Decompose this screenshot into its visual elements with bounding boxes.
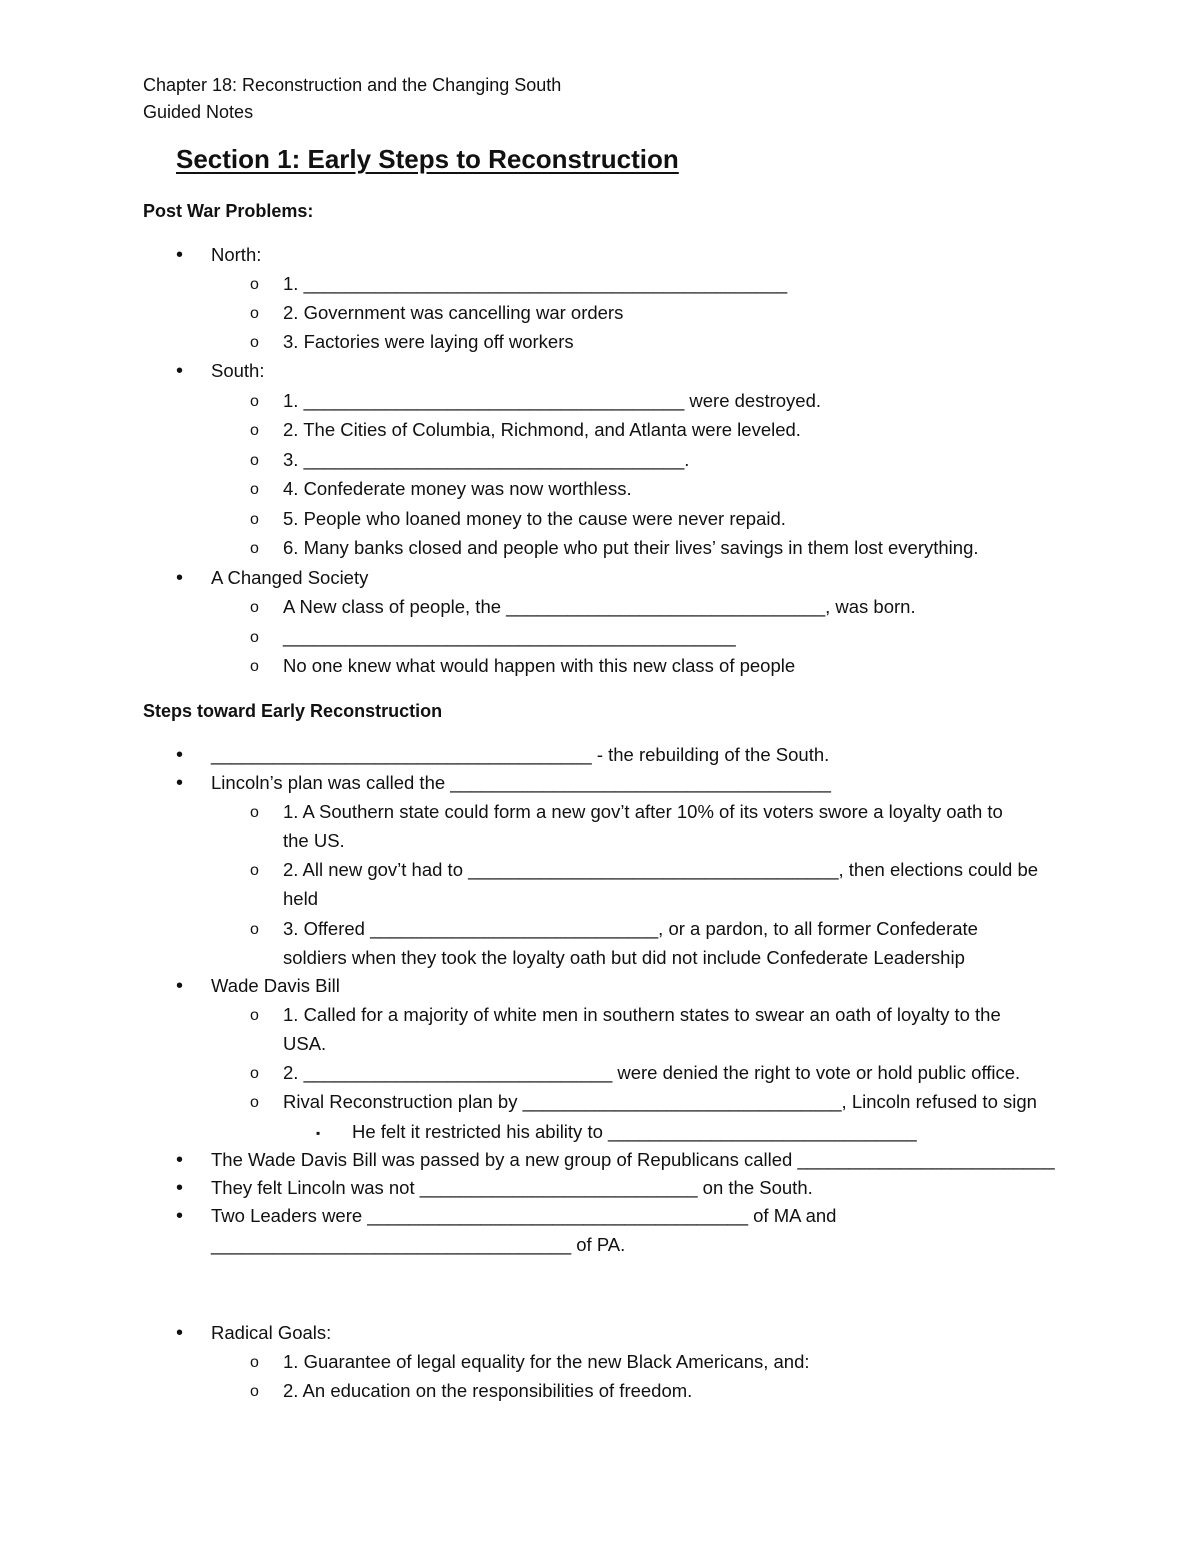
circle-marker: o bbox=[250, 334, 259, 351]
south-item: 2. The Cities of Columbia, Richmond, and Atlanta were leveled. bbox=[283, 419, 801, 440]
bullet-marker: • bbox=[176, 1177, 184, 1199]
bullet-marker: • bbox=[176, 1322, 184, 1344]
post-war-heading: Post War Problems: bbox=[143, 201, 314, 221]
society-item: No one knew what would happen with this new class of people bbox=[283, 655, 796, 676]
north-item: 1. _______________________________________________ bbox=[283, 273, 788, 294]
circle-marker: o bbox=[250, 481, 259, 498]
south-item: 4. Confederate money was now worthless. bbox=[283, 478, 632, 499]
lincoln-plan-item: 3. Offered ____________________________, or a pardon, to all former Confederate bbox=[283, 918, 978, 939]
south-label: South: bbox=[211, 360, 265, 381]
wade-davis-item: 2. ______________________________ were denied the right to vote or hold public office. bbox=[283, 1062, 1021, 1083]
circle-marker: o bbox=[250, 305, 259, 322]
circle-marker: o bbox=[250, 1383, 259, 1400]
bullet-marker: • bbox=[176, 772, 184, 794]
wade-davis-item: 1. Called for a majority of white men in southern states to swear an oath of loyalty to the bbox=[283, 1004, 1001, 1025]
south-item: 3. _____________________________________. bbox=[283, 449, 690, 470]
north-item: 2. Government was cancelling war orders bbox=[283, 302, 624, 323]
steps-item: Wade Davis Bill bbox=[211, 975, 340, 996]
lincoln-plan-item-cont: the US. bbox=[283, 830, 345, 851]
circle-marker: o bbox=[250, 629, 259, 646]
steps-heading: Steps toward Early Reconstruction bbox=[143, 701, 443, 721]
bullet-marker: • bbox=[176, 360, 184, 382]
south-item: 6. Many banks closed and people who put their lives’ savings in them lost everything. bbox=[283, 537, 979, 558]
radical-goals-label: Radical Goals: bbox=[211, 1322, 332, 1343]
header-guided-notes: Guided Notes bbox=[143, 102, 254, 122]
bullet-marker: • bbox=[176, 1149, 184, 1171]
wade-davis-item: Rival Reconstruction plan by _______________________________, Lincoln refused to sign bbox=[283, 1091, 1037, 1112]
circle-marker: o bbox=[250, 599, 259, 616]
lincoln-plan-item-cont: soldiers when they took the loyalty oath but did not include Confederate Leadership bbox=[283, 947, 965, 968]
steps-item: The Wade Davis Bill was passed by a new group of Republicans called _________________________ bbox=[211, 1149, 1055, 1170]
bullet-marker: • bbox=[176, 244, 184, 266]
steps-item: Lincoln’s plan was called the _____________________________________ bbox=[211, 772, 831, 793]
circle-marker: o bbox=[250, 1007, 259, 1024]
radical-goal-item: 1. Guarantee of legal equality for the new Black Americans, and: bbox=[283, 1351, 810, 1372]
south-item: 1. _____________________________________ were destroyed. bbox=[283, 390, 822, 411]
circle-marker: o bbox=[250, 540, 259, 557]
circle-marker: o bbox=[250, 804, 259, 821]
circle-marker: o bbox=[250, 422, 259, 439]
circle-marker: o bbox=[250, 276, 259, 293]
south-item: 5. People who loaned money to the cause were never repaid. bbox=[283, 508, 786, 529]
circle-marker: o bbox=[250, 921, 259, 938]
circle-marker: o bbox=[250, 393, 259, 410]
bullet-marker: • bbox=[176, 1205, 184, 1227]
header-chapter: Chapter 18: Reconstruction and the Changing South bbox=[143, 75, 562, 95]
wade-davis-subitem: He felt it restricted his ability to ______________________________ bbox=[352, 1121, 917, 1142]
wade-davis-item-cont: USA. bbox=[283, 1033, 327, 1054]
lincoln-plan-item: 2. All new gov’t had to ____________________________________, then elections could be bbox=[283, 859, 1039, 880]
steps-item: They felt Lincoln was not ___________________________ on the South. bbox=[211, 1177, 813, 1198]
circle-marker: o bbox=[250, 862, 259, 879]
bullet-marker: • bbox=[176, 975, 184, 997]
society-label: A Changed Society bbox=[211, 567, 369, 588]
bullet-marker: • bbox=[176, 567, 184, 589]
north-label: North: bbox=[211, 244, 262, 265]
bullet-marker: • bbox=[176, 744, 184, 766]
society-item: A New class of people, the _______________________________, was born. bbox=[283, 596, 916, 617]
circle-marker: o bbox=[250, 511, 259, 528]
circle-marker: o bbox=[250, 1065, 259, 1082]
steps-item: Two Leaders were _____________________________________ of MA and bbox=[211, 1205, 837, 1226]
circle-marker: o bbox=[250, 1094, 259, 1111]
page-title: Section 1: Early Steps to Reconstruction bbox=[176, 144, 679, 174]
square-marker: ▪ bbox=[316, 1126, 321, 1140]
circle-marker: o bbox=[250, 658, 259, 675]
lincoln-plan-item-cont: held bbox=[283, 888, 318, 909]
north-item: 3. Factories were laying off workers bbox=[283, 331, 574, 352]
society-item: ____________________________________________ bbox=[283, 626, 736, 647]
circle-marker: o bbox=[250, 1354, 259, 1371]
circle-marker: o bbox=[250, 452, 259, 469]
lincoln-plan-item: 1. A Southern state could form a new gov’t after 10% of its voters swore a loyalty oath to bbox=[283, 801, 1003, 822]
steps-item-cont: ___________________________________ of PA. bbox=[211, 1234, 626, 1255]
radical-goal-item: 2. An education on the responsibilities of freedom. bbox=[283, 1380, 693, 1401]
steps-item: _____________________________________ - the rebuilding of the South. bbox=[211, 744, 830, 765]
